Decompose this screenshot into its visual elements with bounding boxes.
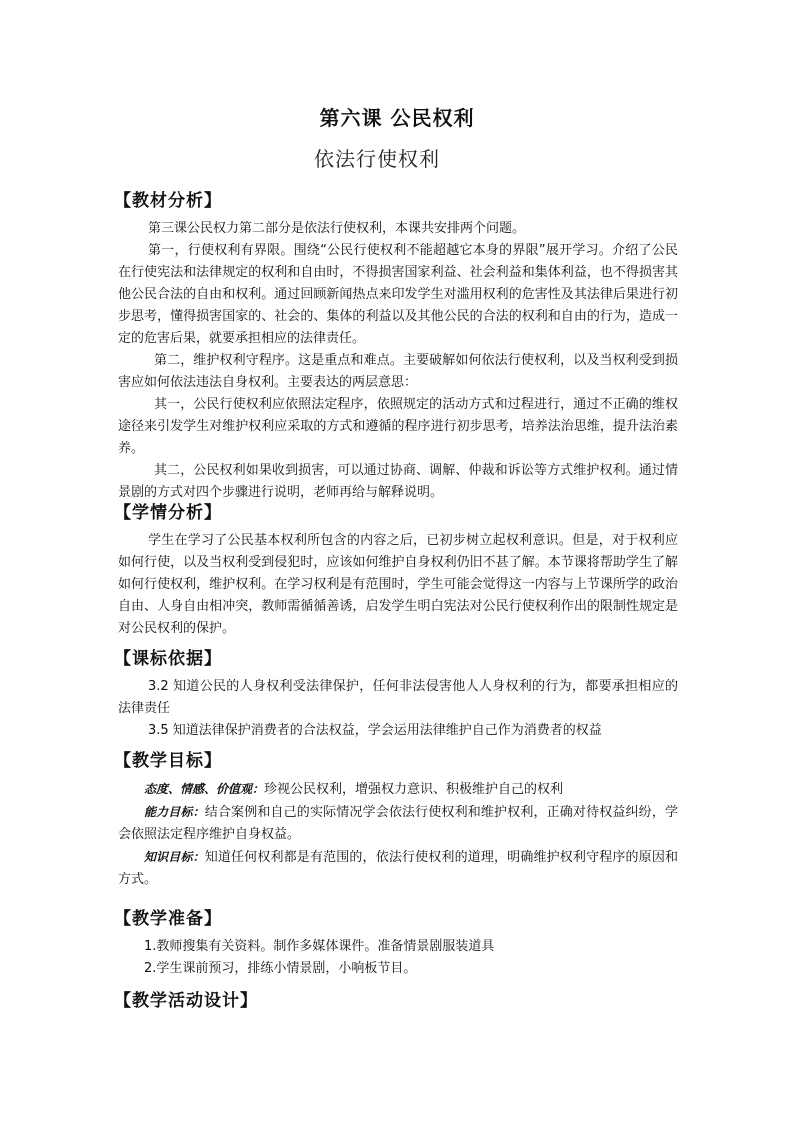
paragraph: 其二，公民权利如果收到损害，可以通过协商、调解、仲裁和诉讼等方式维护权利。通过情景剧的方式对四个步骤进行说明，老师再给与解释说明。: [118, 463, 678, 500]
paragraph: 第一，行使权利有界限。围绕“公民行使权利不能超越它本身的界限”展开学习。介绍了公民在行使宪法和法律规定的权利和自由时，不得损害国家利益、社会利益和集体利益，也不得损害其他公民合法的自由和权利。通过回顾新闻热点来印发学生对滥用权利的危害性及其法律后果进行初步思考，懂得损害国家的、社会的、集体的利益以及其他公民的合法的权利和自由的行为，造成一定的危害后果，就要承担相应的法律责任。: [118, 243, 678, 346]
section-heading: 【教材分析】: [114, 191, 222, 211]
goal-text: 知道任何权利都是有范围的，依法行使权利的道理，明确维护权利守程序的原因和方式。: [118, 850, 678, 887]
section-heading: 【教学活动设计】: [114, 991, 258, 1011]
section-heading: 【教学准备】: [114, 909, 222, 929]
section-heading: 【教学目标】: [114, 751, 222, 771]
paragraph: 第三课公民权力第二部分是依法行使权利，本课共安排两个问题。: [148, 221, 526, 236]
learner-analysis-section: [114, 500, 678, 640]
teaching-goals-section: [114, 748, 678, 891]
goal-text: 珍视公民权利，增强权力意识、积极维护自己的权利: [264, 782, 564, 797]
textbook-analysis-section: [114, 188, 678, 504]
goal-item: [118, 801, 678, 846]
paragraph: 1.教师搜集有关资料。制作多媒体课件。准备情景剧服装道具: [144, 939, 495, 954]
paragraph: 2.学生课前预习，排练小情景剧，小响板节目。: [144, 961, 417, 976]
goal-label: 态度、情感、价值观：: [144, 782, 265, 796]
goal-text: 结合案例和自己的实际情况学会依法行使权利和维护权利，正确对待权益纠纷，学会依照法定程序维护自身权益。: [118, 805, 678, 842]
lesson-title: 第六课 公民权利: [319, 106, 475, 130]
goal-item: [118, 846, 678, 891]
goal-item: [118, 778, 678, 801]
section-heading: 【课标依据】: [114, 649, 222, 669]
section-heading: 【学情分析】: [114, 503, 222, 523]
curriculum-basis-section: [114, 646, 678, 742]
teaching-prep-section: [114, 906, 678, 980]
paragraph: 3.2 知道公民的人身权利受法律保护，任何非法侵害他人人身权利的行为，都要承担相应的法律责任: [118, 679, 678, 716]
goal-label: 知识目标：: [144, 850, 205, 864]
goal-label: 能力目标：: [144, 805, 205, 819]
activity-design-section: [114, 988, 678, 1018]
lesson-subtitle: 依法行使权利: [314, 147, 440, 171]
paragraph: 其一，公民行使权利应依照法定程序，依照规定的活动方式和过程进行，通过不正确的维权途径来引发学生对维护权利应采取的方式和遵循的程序进行初步思考，培养法治思维，提升法治素养。: [118, 397, 678, 456]
paragraph: 3.5 知道法律保护消费者的合法权益，学会运用法律维护自己作为消费者的权益: [148, 723, 602, 738]
paragraph: 第二，维护权利守程序。这是重点和难点。主要破解如何依法行使权利，以及当权利受到损害应如何依法违法自身权利。主要表达的两层意思：: [118, 353, 678, 390]
paragraph: 学生在学习了公民基本权利所包含的内容之后，已初步树立起权利意识。但是，对于权利应如何行使，以及当权利受到侵犯时，应该如何维护自身权利仍旧不甚了解。本节课将帮助学生了解如何行使权利，维护权利。在学习权利是有范围时，学生可能会觉得这一内容与上节课所学的政治自由、人身自由相冲突，教师需循循善诱，启发学生明白宪法对公民行使权利作出的限制性规定是对公民权利的保护。: [118, 533, 678, 636]
